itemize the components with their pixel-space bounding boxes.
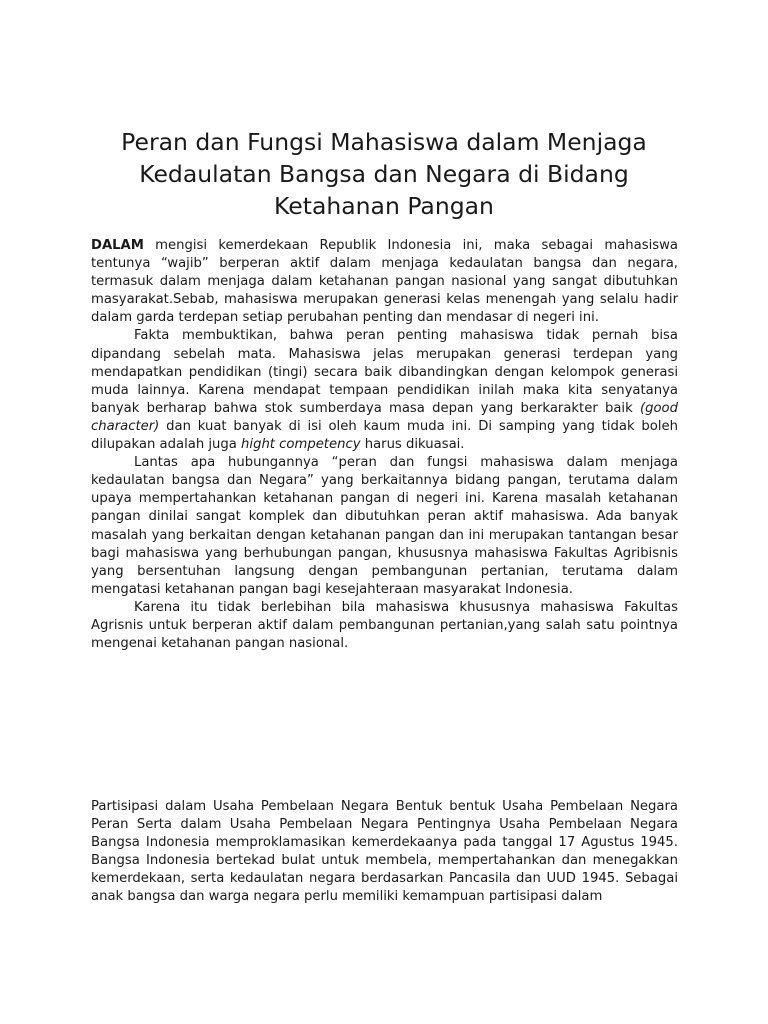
paragraph-5: Partisipasi dalam Usaha Pembelaan Negara Bentuk bentuk Usaha Pembelaan Negara Peran Serta dalam Usaha Pembelaan Negara Pentingnya Usaha Pembelaan Negara Bangsa Indonesia memproklamasikan kemerdekaanya pada tanggal 17 Agustus 1945. Bangsa Indonesia bertekad bulat untuk membela, mempertahankan dan menegakkan kemerdekaan, serta kedaulatan negara berdasarkan Pancasila dan UUD 1945. Sebagai anak bangsa dan warga negara perlu memiliki kemampuan partisipasi dalam [91, 799, 678, 905]
document-title [60, 126, 708, 222]
paragraph-1 [91, 237, 678, 327]
paragraph-1-text: mengisi kemerdekaan Republik Indonesia ini, maka sebagai mahasiswa tentunya “wajib” berperan aktif dalam menjaga kedaulatan bangsa dan negara, termasuk dalam menjaga dalam ketahanan pangan nasional yang sangat dibutuhkan masyarakat.Sebab, mahasiswa merupakan generasi kelas menengah yang selalu hadir dalam garda terdepan setiap perubahan penting dan mendasar di negeri ini. [91, 238, 678, 326]
paragraph-2-text-b: dan kuat banyak di isi oleh kaum muda ini. Di samping yang tidak boleh dilupakan adalah juga [91, 418, 678, 453]
title-line-1: Peran dan Fungsi Mahasiswa dalam Menjaga [121, 128, 647, 156]
paragraph-3: Lantas apa hubungannya “peran dan fungsi mahasiswa dalam menjaga kedaulatan bangsa dan Negara” yang berkaitannya bidang pangan, terutama dalam upaya mempertahankan ketahanan pangan di negeri ini. Karena masalah ketahanan pangan dinilai sangat komplek dan dibutuhkan peran aktif mahasiswa. Ada banyak masalah yang berkaitan dengan ketahanan pangan dan ini merupakan tantangan besar bagi mahasiswa yang berhubungan pangan, khususnya mahasiswa Fakultas Agribisnis yang bersentuhan langsung dengan pembangunan pertanian, terutama dalam mengatasi ketahanan pangan bagi kesejahteraan masyarakat Indonesia. [91, 455, 678, 597]
title-line-3: Ketahanan Pangan [274, 192, 494, 220]
paragraph-2-text-c: harus dikuasai. [360, 437, 465, 453]
paragraph-2-italic-a: (good character) [91, 400, 678, 434]
paragraph-1-lead-word: DALAM [91, 238, 144, 253]
paragraph-2 [91, 327, 678, 454]
section-2-body [91, 798, 678, 907]
article-body [91, 237, 678, 653]
paragraph-2-italic-b: hight competency [241, 437, 361, 453]
paragraph-4: Karena itu tidak berlebihan bila mahasiswa khususnya mahasiswa Fakultas Agrisnis untuk berperan aktif dalam pembangunan pertanian,yang salah satu pointnya mengenai ketahanan pangan nasional. [91, 599, 678, 652]
title-line-2: Kedaulatan Bangsa dan Negara di Bidang [139, 160, 629, 188]
paragraph-2-text-a: Fakta membuktikan, bahwa peran penting mahasiswa tidak pernah bisa dipandang sebelah mata. Mahasiswa jelas merupakan generasi terdepan yang mendapatkan pendidikan (tingi) secara baik dibandingkan dengan kelompok generasi muda lainnya. Karena mendapat tempaan pendidikan inilah maka kita senyatanya banyak berharap bahwa stok sumberdaya masa depan yang berkarakter baik [91, 328, 678, 416]
